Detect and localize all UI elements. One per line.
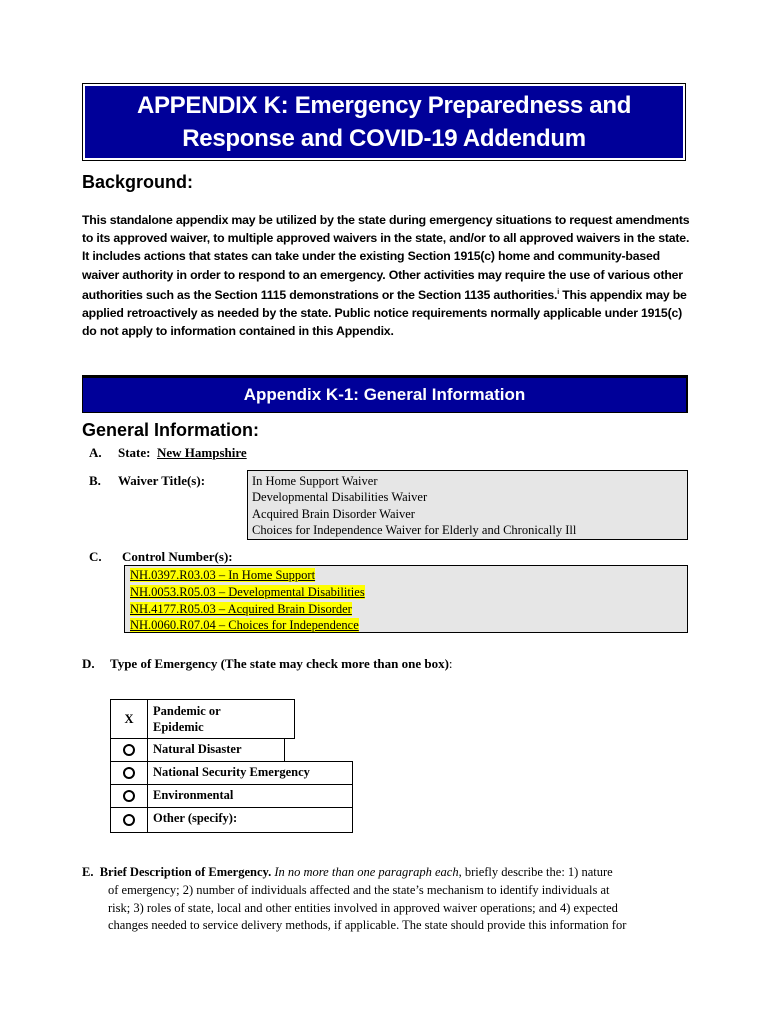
waiver-titles-label: Waiver Title(s): — [118, 473, 206, 488]
control-number-3: NH.4177.R05.03 – Acquired Brain Disorder — [130, 601, 352, 616]
radio-circle-icon — [123, 790, 135, 802]
brief-description-label: Brief Description of Emergency. — [99, 865, 272, 879]
brief-description-italic: In no more than one paragraph each — [274, 865, 459, 879]
control-number-2: NH.0053.R05.03 – Developmental Disabilities — [130, 584, 365, 599]
brief-description-line3: risk; 3) roles of state, local and other entities involved in approved waiver operations; and 4) expected — [108, 900, 618, 915]
national-security-checkbox[interactable] — [110, 761, 148, 785]
natural-disaster-option: Natural Disaster — [147, 738, 285, 762]
item-e-letter: E. — [82, 865, 94, 879]
brief-description-line2: of emergency; 2) number of individuals affected and the state’s mechanism to identify individuals at — [108, 882, 610, 897]
item-a-state-row — [118, 445, 247, 461]
waiver-title-2: Developmental Disabilities Waiver — [252, 490, 428, 505]
control-number-4: NH.0060.R07.04 – Choices for Independence — [130, 618, 359, 633]
pandemic-check-mark: X — [124, 711, 134, 726]
background-paragraph — [82, 211, 692, 341]
brief-description-paragraph — [82, 864, 694, 935]
state-value[interactable]: New Hampshire — [157, 445, 247, 460]
radio-circle-icon — [123, 814, 135, 826]
national-security-option: National Security Emergency — [147, 761, 353, 785]
item-a-letter: A. — [89, 445, 102, 460]
pandemic-label-line1: Pandemic or — [153, 704, 221, 718]
appendix-title-line2: Response and COVID-19 Addendum — [182, 125, 586, 152]
other-checkbox[interactable] — [110, 807, 148, 833]
radio-circle-icon — [123, 767, 135, 779]
background-text-after: This appendix may be applied retroactively as needed by the state. Public notice requirements normally applicable under 1915(c) do not apply to information contained in this Appendix. — [82, 287, 687, 339]
emergency-type-colon: : — [448, 656, 453, 671]
brief-description-line4: changes needed to service delivery methods, if applicable. The state should provide this information for — [108, 918, 627, 933]
general-info-heading: General Information: — [82, 420, 260, 440]
appendix-title-line1: APPENDIX K: Emergency Preparedness and — [136, 92, 632, 119]
other-specify-option[interactable]: Other (specify): — [147, 807, 353, 833]
waiver-title-3: Acquired Brain Disorder Waiver — [252, 506, 415, 521]
background-text: This standalone appendix may be utilized by the state during emergency situations to request amendments to its approved waiver, to multiple approved waivers in the state, and/or to all approved waivers in the state. It includes actions that states can take under the existing Section 1915(c) home and community-based waiver authority in order to respond to an emergency. Other activities may require the use of various other authorities such as the Section 1115 demonstrations or the Section 1135 authorities. — [82, 213, 690, 302]
state-label: State: — [118, 445, 151, 460]
pandemic-label-line2: Epidemic — [153, 720, 204, 734]
waiver-title-4: Choices for Independence Waiver for Elderly and Chronically Ill — [252, 522, 577, 537]
radio-circle-icon — [123, 744, 135, 756]
k1-section-banner: Appendix K-1: General Information — [82, 375, 688, 413]
control-numbers-label: Control Number(s): — [122, 549, 233, 564]
brief-description-line1: , briefly describe the: 1) nature — [458, 865, 613, 879]
background-heading: Background: — [82, 172, 194, 192]
footnote-mark[interactable]: i — [557, 288, 559, 296]
waiver-title-1: In Home Support Waiver — [252, 474, 378, 488]
item-d-letter: D. — [82, 656, 95, 671]
emergency-type-label — [110, 656, 453, 672]
item-b-letter: B. — [89, 473, 101, 488]
environmental-checkbox[interactable] — [110, 784, 148, 808]
control-number-1: NH.0397.R03.03 – In Home Support — [130, 568, 316, 582]
item-c-letter: C. — [89, 549, 102, 564]
natural-disaster-checkbox[interactable] — [110, 738, 148, 762]
pandemic-checkbox[interactable] — [110, 699, 148, 739]
control-numbers-field[interactable] — [124, 565, 688, 633]
pandemic-option-label — [147, 699, 295, 739]
environmental-option: Environmental — [147, 784, 353, 808]
emergency-type-label-text: Type of Emergency (The state may check more than one box) — [110, 656, 449, 671]
appendix-title-banner — [82, 83, 686, 161]
waiver-titles-field[interactable] — [247, 470, 688, 540]
